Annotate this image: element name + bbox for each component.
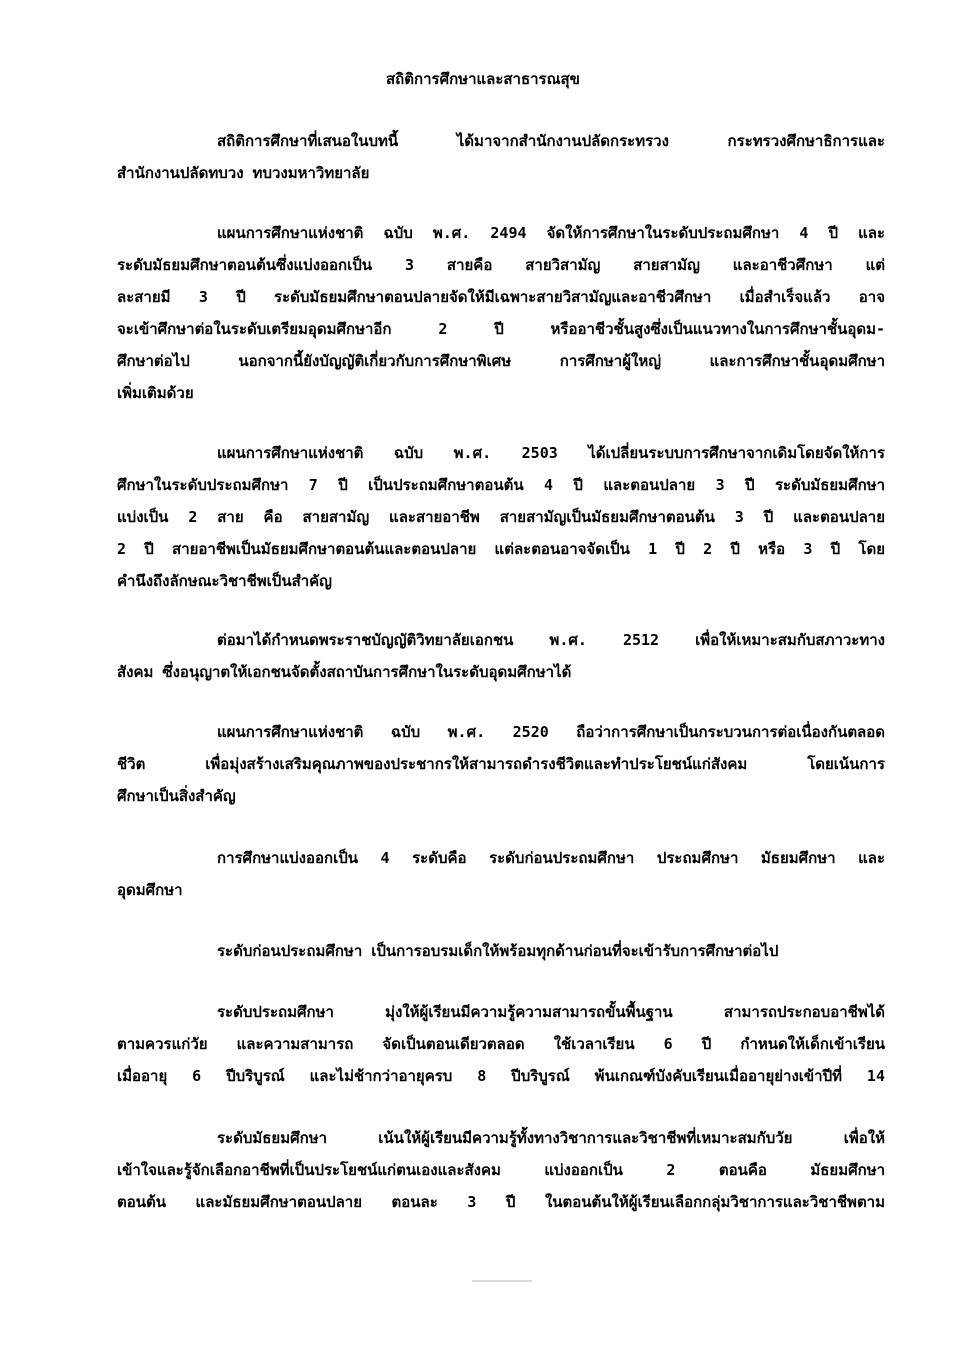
text-line: ศึกษาในระดับประถมศึกษา 7 ปี เป็นประถมศึกษาตอนต้น 4 ปี และตอนปลาย 3 ปี ระดับมัธยมศึกษา [117,476,885,494]
text-line: ระดับประถมศึกษา มุ่งให้ผู้เรียนมีความรู้ความสามารถขั้นพื้นฐาน สามารถประกอบอาชีพได้ [217,1003,885,1021]
text-line: จะเข้าศึกษาต่อในระดับเตรียมอุดมศึกษาอีก 2 ปี หรืออาชีวชั้นสูงซึ่งเป็นแนวทางในการศึกษาชั้นอุดม- [117,320,885,338]
text-line: 2 ปี สายอาชีพเป็นมัธยมศึกษาตอนต้นและตอนปลาย แต่ละตอนอาจจัดเป็น 1 ปี 2 ปี หรือ 3 ปี โดย [117,540,885,558]
paragraph-source [117,125,885,189]
document-title: สถิติการศึกษาและสาธารณสุข [386,70,580,88]
text-line: ต่อมาได้กำหนดพระราชบัญญัติวิทยาลัยเอกชน พ.ศ. 2512 เพื่อให้เหมาะสมกับสภาวะทาง [217,631,885,649]
text-line: แผนการศึกษาแห่งชาติ ฉบับ พ.ศ. 2494 จัดให้การศึกษาในระดับประถมศึกษา 4 ปี และ [217,224,885,242]
paragraph-secondary [117,1122,885,1218]
text-line: ศึกษาเป็นสิ่งสำคัญ [117,787,236,805]
text-line: แผนการศึกษาแห่งชาติ ฉบับ พ.ศ. 2503 ได้เปลี่ยนระบบการศึกษาจากเดิมโดยจัดให้การ [217,444,885,462]
paragraph-plan-2494 [117,217,885,409]
text-line: แบ่งเป็น 2 สาย คือ สายสามัญ และสายอาชีพ สายสามัญเป็นมัธยมศึกษาตอนต้น 3 ปี และตอนปลาย [117,508,885,526]
text-line: การศึกษาแบ่งออกเป็น 4 ระดับคือ ระดับก่อนประถมศึกษา ประถมศึกษา มัธยมศึกษา และ [217,849,885,867]
paragraph-education-levels [117,842,885,906]
text-line: สังคม ซึ่งอนุญาตให้เอกชนจัดตั้งสถาบันการศึกษาในระดับอุดมศึกษาได้ [117,663,572,681]
text-line: เข้าใจและรู้จักเลือกอาชีพที่เป็นประโยชน์แก่ตนเองและสังคม แบ่งออกเป็น 2 ตอนคือ มัธยมศึกษา [117,1161,885,1179]
text-line: ชีวิต เพื่อมุ่งสร้างเสริมคุณภาพของประชากรให้สามารถดำรงชีวิตและทำประโยชน์แก่สังคม โดยเน้นการ [117,755,885,773]
text-line: เมื่ออายุ 6 ปีบริบูรณ์ และไม่ช้ากว่าอายุครบ 8 ปีบริบูรณ์ พ้นเกณฑ์บังคับเรียนเมื่ออายุย่างเข้าปีที่ 14 [117,1067,885,1085]
text-line: คำนึงถึงลักษณะวิชาชีพเป็นสำคัญ [117,572,332,590]
paragraph-private-college-act [117,624,885,688]
paragraph-plan-2520 [117,716,885,812]
text-line: ละสายมี 3 ปี ระดับมัธยมศึกษาตอนปลายจัดให้มีเฉพาะสายวิสามัญและอาชีวศึกษา เมื่อสำเร็จแล้ว อาจ [117,288,885,306]
text-line: ศึกษาต่อไป นอกจากนี้ยังบัญญัติเกี่ยวกับการศึกษาพิเศษ การศึกษาผู้ใหญ่ และการศึกษาชั้นอุดมศึกษา [117,352,885,370]
text-line: ตามควรแก่วัย และความสามารถ จัดเป็นตอนเดียวตลอด ใช้เวลาเรียน 6 ปี กำหนดให้เด็กเข้าเรียน [117,1035,885,1053]
paragraph-plan-2503 [117,437,885,597]
text-line: อุดมศึกษา [117,881,183,899]
text-line: ระดับมัธยมศึกษาตอนต้นซึ่งแบ่งออกเป็น 3 สายคือ สายวิสามัญ สายสามัญ และอาชีวศึกษา แต่ [117,256,885,274]
text-line: ตอนต้น และมัธยมศึกษาตอนปลาย ตอนละ 3 ปี ในตอนต้นให้ผู้เรียนเลือกกลุ่มวิชาการและวิชาชีพตาม [117,1193,885,1211]
text-line: สำนักงานปลัดทบวง ทบวงมหาวิทยาลัย [117,164,370,182]
text-line: เพิ่มเติมด้วย [117,384,194,402]
page-footer-mark [472,1280,532,1282]
paragraph-primary [117,996,885,1092]
text-line: ระดับมัธยมศึกษา เน้นให้ผู้เรียนมีความรู้ทั้งทางวิชาการและวิชาชีพที่เหมาะสมกับวัย เพื่อให้ [217,1129,885,1147]
text-line: แผนการศึกษาแห่งชาติ ฉบับ พ.ศ. 2520 ถือว่าการศึกษาเป็นกระบวนการต่อเนื่องกันตลอด [217,723,885,741]
paragraph-pre-primary [117,935,885,967]
text-line: สถิติการศึกษาที่เสนอในบทนี้ ได้มาจากสำนักงานปลัดกระทรวง กระทรวงศึกษาธิการและ [217,132,885,150]
text-line: ระดับก่อนประถมศึกษา เป็นการอบรมเด็กให้พร้อมทุกด้านก่อนที่จะเข้ารับการศึกษาต่อไป [217,942,779,960]
